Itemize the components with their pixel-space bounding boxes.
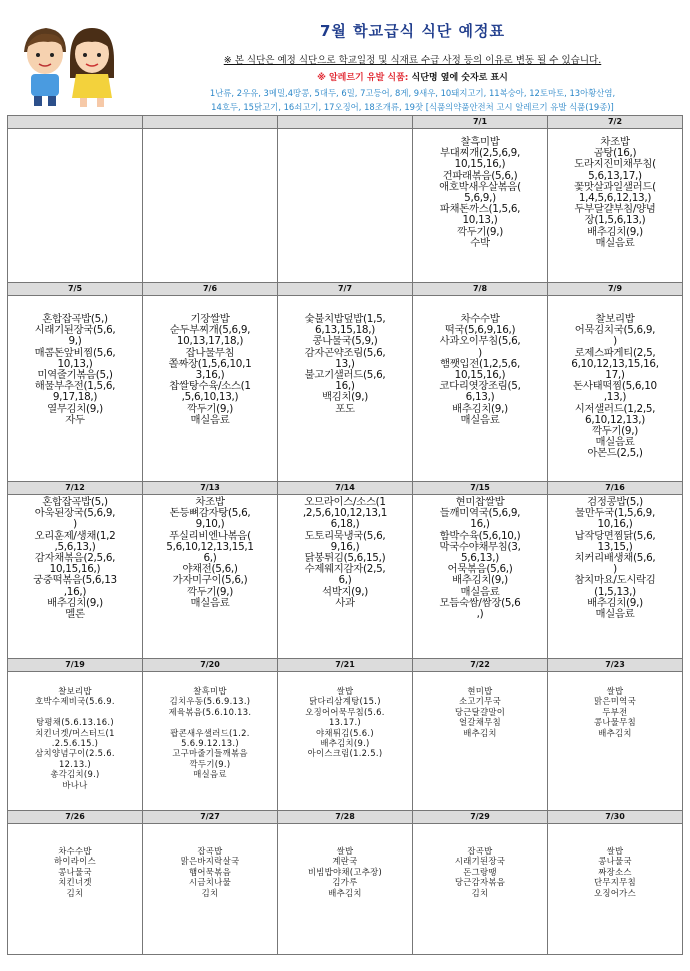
date-row <box>8 659 683 672</box>
menu-item: 당근달걀말이 <box>454 706 506 717</box>
date-cell: 7/2 <box>548 116 683 129</box>
day-menu-cell <box>548 296 683 482</box>
menu-item: 차수수밥 <box>460 313 500 325</box>
menu-item: 1,4,5,6,12,13,) <box>578 192 652 205</box>
menu-item: 매콤돈앞비찜(5,6, <box>34 346 116 359</box>
menu-item: 팝콘새우샐러드(1.2. <box>170 727 250 738</box>
menu-item: 숯불치밥덮밥(1,5, <box>304 313 386 325</box>
menu-item: 깍두기(9,) <box>186 402 234 415</box>
menu-item: 김치우동(5.6.9.13.) <box>169 696 251 707</box>
menu-item: 10,15,16,) <box>49 563 101 576</box>
date-cell: 7/26 <box>8 811 143 824</box>
menu-item: 3,16,) <box>195 369 225 382</box>
menu-item: 삼치양념구이(2.5.6. <box>35 748 115 759</box>
menu-item: ) <box>613 563 617 576</box>
day-menu-cell <box>143 296 278 482</box>
menu-item: 맑은바지락살국 <box>180 856 240 867</box>
menu-item: 혼합잡곡밥(5,) <box>42 496 108 508</box>
menu-item: 9,) <box>68 335 82 348</box>
menu-item: 납작당면찜닭(5,6, <box>574 529 656 542</box>
menu-item: 찰흑미밥 <box>193 686 227 696</box>
menu-item: 차조밥 <box>195 496 225 508</box>
menu-item: ) <box>613 335 617 348</box>
menu-item: 10,13,) <box>57 357 93 370</box>
menu-item: 현미찹쌀밥 <box>455 496 505 508</box>
day-menu-cell <box>548 672 683 811</box>
menu-row <box>8 129 683 283</box>
menu-item: 어묵볶음(5,6,) <box>447 563 513 576</box>
menu-item: 매실음료 <box>595 436 635 449</box>
menu-item: 6,) <box>338 574 352 587</box>
day-menu-cell <box>8 824 143 955</box>
allergy-note <box>140 70 685 83</box>
menu-item: 장(1,5,6,13,) <box>584 214 646 227</box>
menu-row <box>8 296 683 482</box>
menu-item: 고구마줄기들깨볶음 <box>172 748 248 759</box>
menu-item: (1,5,13,) <box>594 585 636 598</box>
menu-item: 햄어묵볶음 <box>189 866 231 877</box>
menu-item: 쌀밥 <box>606 846 624 856</box>
allergy-note-text: 식단명 옆에 숫자로 표시 <box>408 73 508 83</box>
date-cell: 7/19 <box>8 659 143 672</box>
menu-item: ) <box>478 346 482 359</box>
day-menu-cell <box>278 495 413 659</box>
menu-item: 햄쨋입전(1,2,5,6, <box>440 357 520 370</box>
menu-item: 모듬숙쌈/쌈장(5,6 <box>439 596 521 609</box>
menu-item: 쌀밥 <box>606 686 624 696</box>
menu-item: 돈그랑땡 <box>463 866 497 877</box>
menu-item <box>143 717 277 727</box>
date-cell <box>278 116 413 129</box>
day-menu-cell <box>278 672 413 811</box>
menu-item: 도토리묵냉국(5,6, <box>304 529 386 542</box>
menu-item: 쫄짜장(1,5,6,10,1 <box>168 357 252 370</box>
menu-item: 하이라이스 <box>54 856 96 867</box>
menu-item: 10,16,) <box>597 518 633 531</box>
menu-item: 6,10,12,13,15,16, <box>571 357 659 370</box>
date-cell: 7/30 <box>548 811 683 824</box>
menu-item: 치킨너겟 <box>58 877 92 888</box>
allergy-list-line-2: 14호두, 15닭고기, 16쇠고기, 17오징어, 18조개류, 19잣 [식품의약품안전처 고시 알레르기 유발 식품(19종)] <box>211 102 614 112</box>
children-illustration <box>14 12 124 108</box>
menu-item: 열무김치(9,) <box>47 402 103 415</box>
day-menu-cell <box>413 672 548 811</box>
date-cell: 7/20 <box>143 659 278 672</box>
menu-item: 김치 <box>201 887 219 898</box>
menu-item: 야채튀김(5.6.) <box>316 727 374 738</box>
day-menu-cell <box>8 495 143 659</box>
menu-item: 13,) <box>335 357 355 370</box>
menu-item: 현미밥 <box>467 686 493 696</box>
menu-item: 배추김치(9,) <box>587 596 643 609</box>
menu-item: 배추김치(9,) <box>587 225 643 238</box>
menu-item: 5,6,13,17,) <box>588 169 642 182</box>
menu-item: 10,15,16,) <box>454 369 506 382</box>
menu-item: 시저샐러드(1,2,5, <box>574 402 656 415</box>
menu-item: 9,16,) <box>330 540 360 553</box>
menu-item: 부대찌개(2,5,6,9, <box>440 147 520 160</box>
menu-item: 아이스크림(1.2.5.) <box>307 748 383 759</box>
menu-item: ,16,) <box>63 585 87 598</box>
menu-item: 미역줄기볶음(5,) <box>37 369 113 382</box>
menu-item: 애호박새우살볶음( <box>439 180 521 193</box>
menu-item: 들깨미역국(5,6,9, <box>439 507 521 520</box>
date-cell: 7/8 <box>413 283 548 296</box>
menu-item: 찹쌀탕수육/소스(1 <box>169 380 251 393</box>
menu-item: 6,13,) <box>465 391 495 404</box>
menu-item: 5,6,13,) <box>460 552 499 565</box>
date-cell: 7/6 <box>143 283 278 296</box>
menu-item: 혼합잡곡밥(5,) <box>42 313 108 325</box>
page-title: 7월 학교급식 식단 예정표 <box>319 22 505 40</box>
menu-item: 매실음료 <box>193 769 227 780</box>
menu-item: 5,6,9,) <box>464 192 496 205</box>
menu-item: 배추김치(9,) <box>47 596 103 609</box>
menu-item: 김치 <box>66 887 84 898</box>
allergy-list <box>140 86 685 114</box>
date-row <box>8 482 683 495</box>
menu-item: 닭봉튀김(5,6,15,) <box>304 552 386 565</box>
menu-item: ,) <box>476 608 484 621</box>
date-cell: 7/16 <box>548 482 683 495</box>
menu-item: 쌀밥 <box>336 686 354 696</box>
menu-item: 참치마요/도시락김 <box>574 574 656 587</box>
menu-item: 멜론 <box>65 608 85 621</box>
menu-item: 배추김치(9,) <box>452 402 508 415</box>
date-cell: 7/28 <box>278 811 413 824</box>
menu-item: 돈등뼈감자탕(5,6, <box>169 507 251 520</box>
menu-item: 차수수밥 <box>58 846 92 856</box>
menu-item: 매실음료 <box>190 413 230 426</box>
menu-item: 닭다리삼계탕(15.) <box>309 696 381 707</box>
menu-item: 함박수육(5,6,10,) <box>439 529 521 542</box>
menu-item: 5,6,10,12,13,15,1 <box>166 540 254 553</box>
menu-item: 두부달걀부침/양념 <box>574 203 656 216</box>
day-menu-cell <box>548 495 683 659</box>
menu-row <box>8 672 683 811</box>
menu-item: 시금치나물 <box>189 877 231 888</box>
menu-item: 탕평채(5.6.13.16.) <box>36 717 114 728</box>
menu-item: .2.5.6.15.) <box>51 738 99 749</box>
menu-item: 매실음료 <box>460 413 500 426</box>
menu-item: 치킨너겟/머스터드(1 <box>35 727 115 738</box>
menu-item: 치커리배생채(5,6, <box>574 552 656 565</box>
day-menu-cell <box>413 495 548 659</box>
menu-item: 해물부추전(1,5,6, <box>34 380 116 393</box>
menu-table <box>7 115 683 955</box>
menu-row <box>8 824 683 955</box>
menu-item: 감자채볶음(2,5,6, <box>34 552 116 565</box>
date-cell: 7/23 <box>548 659 683 672</box>
menu-item: 잡곡밥 <box>467 846 493 856</box>
menu-item: 오리훈제/생채(1,2 <box>34 529 116 542</box>
date-row <box>8 811 683 824</box>
date-cell: 7/9 <box>548 283 683 296</box>
menu-item: 소고기무국 <box>459 696 501 707</box>
menu-item: 시래기된장국(5,6, <box>34 324 116 337</box>
menu-item: 시래기된장국 <box>454 856 506 867</box>
menu-item: 도라지진미채무침( <box>574 158 656 171</box>
boy-figure <box>24 28 66 106</box>
menu-item: 짜장소스 <box>598 866 632 877</box>
menu-item: 꽃맛살과일샐러드( <box>574 180 656 193</box>
menu-item: 잡나물무침 <box>185 346 235 359</box>
menu-item: 아욱된장국(5,6,9, <box>34 507 116 520</box>
menu-item: 막국수야채무침(3, <box>439 540 521 553</box>
menu-item: 호박수제비국(5.6.9. <box>35 696 115 707</box>
day-menu-cell <box>278 129 413 283</box>
menu-item: 6,13,15,18,) <box>315 324 375 337</box>
menu-item: 16,) <box>335 380 355 393</box>
date-cell: 7/1 <box>413 116 548 129</box>
menu-item: 순두부찌개(5,6,9, <box>169 324 251 337</box>
menu-item: 10,13,17,18,) <box>176 335 244 348</box>
menu-item: 곰탕(16,) <box>593 147 637 160</box>
menu-item: 불고기샐러드(5,6, <box>304 369 386 382</box>
day-menu-cell <box>548 824 683 955</box>
header <box>0 0 690 115</box>
menu-item: ,2,5,6,10,12,13,1 <box>302 507 388 520</box>
menu-item: 총각김치(9.) <box>50 769 100 780</box>
menu-row <box>8 495 683 659</box>
menu-item: 포도 <box>335 402 355 415</box>
menu-item: 사과오이무침(5,6, <box>439 335 521 348</box>
date-cell <box>143 116 278 129</box>
menu-item: 5.6.9.12.13.) <box>181 738 239 749</box>
menu-item: 아몬드(2,5,) <box>587 447 643 460</box>
menu-item: 어묵김치국(5,6,9, <box>574 324 656 337</box>
menu-item: 감자곤약조림(5,6, <box>304 346 386 359</box>
date-cell: 7/22 <box>413 659 548 672</box>
menu-item: 매실음료 <box>460 585 500 598</box>
menu-item: 6,) <box>203 552 217 565</box>
date-cell <box>8 116 143 129</box>
menu-item: 매실음료 <box>190 596 230 609</box>
menu-item: 매실음료 <box>595 608 635 621</box>
menu-item: 17,) <box>605 369 625 382</box>
menu-item: 기장쌀밥 <box>190 313 230 325</box>
menu-item: 6,10,12,13,) <box>585 413 645 426</box>
menu-item: 수박 <box>470 236 490 249</box>
notice-text: ※ 본 식단은 예정 식단으로 학교일정 및 식재료 수급 사정 등의 이유로 변동 될 수 있습니다. <box>223 55 602 66</box>
day-menu-cell <box>143 824 278 955</box>
date-cell: 7/27 <box>143 811 278 824</box>
menu-item: 궁중떡볶음(5,6,13 <box>33 574 117 587</box>
day-menu-cell <box>413 296 548 482</box>
date-row <box>8 283 683 296</box>
menu-item: 오징어어묵무침(5.6. <box>305 706 385 717</box>
menu-item: 단무지무침 <box>594 877 636 888</box>
menu-item: 깍두기(9,) <box>456 225 504 238</box>
menu-item: 배추김치 <box>328 887 362 898</box>
menu-item: 10,15,16,) <box>454 158 506 171</box>
menu-item: 오징어가스 <box>594 887 636 898</box>
menu-item: 김치 <box>471 887 489 898</box>
girl-figure <box>70 28 114 107</box>
menu-item: ,5,6,10,13,) <box>181 391 239 404</box>
menu-item: 콩나물국(5,9,) <box>312 335 378 348</box>
day-menu-cell <box>8 296 143 482</box>
menu-item: 석박지(9,) <box>321 585 369 598</box>
menu-item: 얼갈채무침 <box>459 717 501 728</box>
menu-item: 찰흑미밥 <box>460 136 500 148</box>
menu-item: 바나나 <box>62 779 88 790</box>
day-menu-cell <box>143 129 278 283</box>
date-cell: 7/29 <box>413 811 548 824</box>
menu-item: ) <box>73 518 77 531</box>
menu-item: 야채전(5,6,) <box>182 563 238 576</box>
date-row <box>8 116 683 129</box>
menu-item: 매실음료 <box>595 236 635 249</box>
menu-item: 푸실리비엔나볶음( <box>169 529 251 542</box>
menu-item: 가자미구이(5,6,) <box>172 574 248 587</box>
menu-item: 배추김치(9.) <box>320 738 370 749</box>
menu-item: 잡곡밥 <box>197 846 223 856</box>
menu-item <box>8 707 142 717</box>
day-menu-cell <box>143 495 278 659</box>
menu-item: 파채돈까스(1,5,6, <box>439 203 521 216</box>
day-menu-cell <box>8 129 143 283</box>
menu-item: 백김치(9,) <box>321 391 369 404</box>
menu-item: 배추김치 <box>598 727 632 738</box>
menu-item: 오므라이스/소스(1 <box>304 496 386 508</box>
menu-item: 9,10,) <box>195 518 225 531</box>
menu-item: 6,18,) <box>330 518 360 531</box>
menu-item: 찰보리밥 <box>595 313 635 325</box>
date-cell: 7/14 <box>278 482 413 495</box>
menu-item: 콩나물국 <box>598 856 632 867</box>
menu-item: ,13,) <box>603 391 627 404</box>
menu-item: 콩나물국 <box>58 866 92 877</box>
day-menu-cell <box>8 672 143 811</box>
menu-item: 수제웨지감자(2,5, <box>304 563 386 576</box>
allergy-prefix: ※ 알레르기 유발 식품: <box>317 73 409 83</box>
menu-item: 코다리엿장조림(5, <box>439 380 521 393</box>
menu-item: 사과 <box>335 596 355 609</box>
menu-item: 16,) <box>470 518 490 531</box>
menu-item: 제육볶음(5.6.10.13. <box>168 706 252 717</box>
menu-item: 12.13.) <box>58 758 91 769</box>
menu-item: 깍두기(9.) <box>189 758 231 769</box>
menu-item: 배추김치(9,) <box>452 574 508 587</box>
date-cell: 7/12 <box>8 482 143 495</box>
day-menu-cell <box>413 129 548 283</box>
menu-item: 찰보리밥 <box>58 686 92 696</box>
menu-item: 비빔밥야채(고추장) <box>307 866 383 877</box>
menu-item: 떡국(5,6,9,16,) <box>444 324 516 337</box>
date-cell: 7/5 <box>8 283 143 296</box>
day-menu-cell <box>278 824 413 955</box>
menu-item: 쌀밥 <box>336 846 354 856</box>
day-menu-cell <box>413 824 548 955</box>
menu-item: 콩나물무침 <box>594 717 636 728</box>
date-cell: 7/7 <box>278 283 413 296</box>
menu-item: 13.17.) <box>328 717 361 728</box>
menu-item: 깍두기(9,) <box>186 585 234 598</box>
menu-item: 당근감자볶음 <box>454 877 506 888</box>
allergy-list-line-1: 1난류, 2우유, 3메밀,4땅콩, 5대두, 6밀, 7고등어, 8게, 9새우, 10돼지고기, 11복숭아, 12토마토, 13아황산염, <box>209 88 616 98</box>
menu-item: 깍두기(9,) <box>591 425 639 438</box>
menu-item: 맑은미역국 <box>594 696 636 707</box>
menu-item: 배추김치 <box>463 727 497 738</box>
date-cell: 7/13 <box>143 482 278 495</box>
day-menu-cell <box>143 672 278 811</box>
menu-item: 10,13,) <box>462 214 498 227</box>
date-cell: 7/15 <box>413 482 548 495</box>
menu-item: ,5,6,13,) <box>54 540 96 553</box>
day-menu-cell <box>548 129 683 283</box>
menu-item: 검정콩밥(5,) <box>587 496 643 508</box>
menu-item: 돈사태떡찜(5,6,10 <box>573 380 657 393</box>
menu-item: 로제스파게티(2,5, <box>574 346 656 359</box>
date-cell: 7/21 <box>278 659 413 672</box>
menu-item: 차조밥 <box>600 136 630 148</box>
menu-item: 건파래볶음(5,6,) <box>442 169 518 182</box>
menu-item: 9,17,18,) <box>52 391 98 404</box>
menu-item: 김가루 <box>332 877 358 888</box>
menu-item: 13,15,) <box>597 540 633 553</box>
menu-item: 계란국 <box>332 856 358 867</box>
menu-item: 두부전 <box>602 706 628 717</box>
day-menu-cell <box>278 296 413 482</box>
menu-item: 물만두국(1,5,6,9, <box>575 507 655 520</box>
menu-item: 자두 <box>65 413 85 426</box>
